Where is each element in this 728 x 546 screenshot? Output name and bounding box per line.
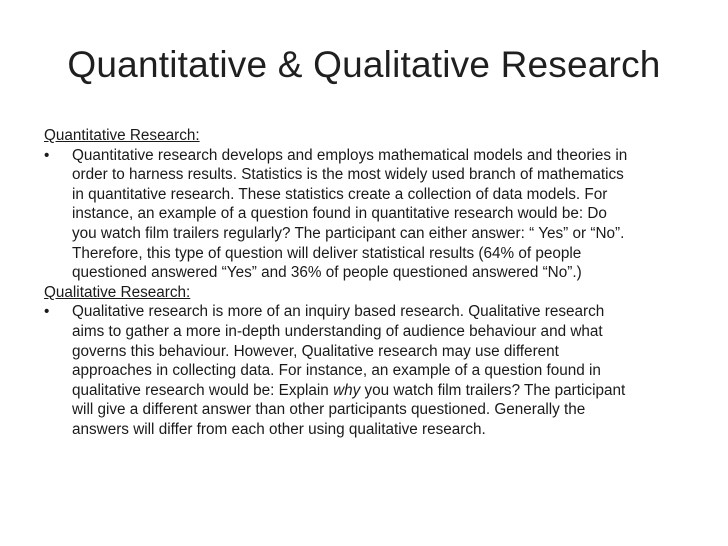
- slide-title: Quantitative & Qualitative Research: [67, 44, 661, 85]
- quantitative-line: Quantitative research develops and employs mathematical models and theories in: [72, 146, 628, 164]
- qualitative-bullet: [44, 302, 692, 439]
- quantitative-line: Therefore, this type of question will deliver statistical results (64% of people: [72, 244, 582, 262]
- bullet-marker: •: [44, 146, 50, 164]
- qualitative-line: governs this behaviour. However, Qualitative research may use different: [72, 342, 559, 360]
- qualitative-line: answers will differ from each other using qualitative research.: [72, 420, 486, 438]
- qualitative-line: approaches in collecting data. For instance, an example of a question found in: [72, 362, 601, 380]
- qualitative-line: aims to gather a more in-depth understanding of audience behaviour and what: [72, 322, 603, 340]
- quantitative-bullet: [44, 146, 692, 283]
- quantitative-line: order to harness results. Statistics is the most widely used branch of mathematics: [72, 166, 624, 184]
- emphasized-word: why: [333, 381, 361, 399]
- quantitative-line: you watch film trailers regularly? The participant can either answer: “ Yes” or “No”.: [72, 224, 625, 242]
- quantitative-line: in quantitative research. These statistics create a collection of data models. For: [72, 185, 608, 203]
- qualitative-line-part: qualitative research would be: Explain: [72, 381, 334, 399]
- qualitative-line: Qualitative research is more of an inquiry based research. Qualitative research: [72, 303, 605, 321]
- qualitative-heading: Qualitative Research:: [44, 283, 191, 301]
- quantitative-line: questioned answered “Yes” and 36% of people questioned answered “No”.): [72, 264, 582, 282]
- qualitative-line: will give a different answer than other participants questioned. Generally the: [72, 401, 586, 419]
- qualitative-line-with-emphasis: [72, 381, 692, 401]
- bullet-marker: •: [44, 303, 50, 321]
- quantitative-heading: Quantitative Research:: [44, 127, 200, 144]
- quantitative-line: instance, an example of a question found in quantitative research would be: Do: [72, 205, 607, 223]
- slide-body: [44, 126, 692, 440]
- qualitative-line-part: you watch film trailers? The participant: [360, 381, 626, 399]
